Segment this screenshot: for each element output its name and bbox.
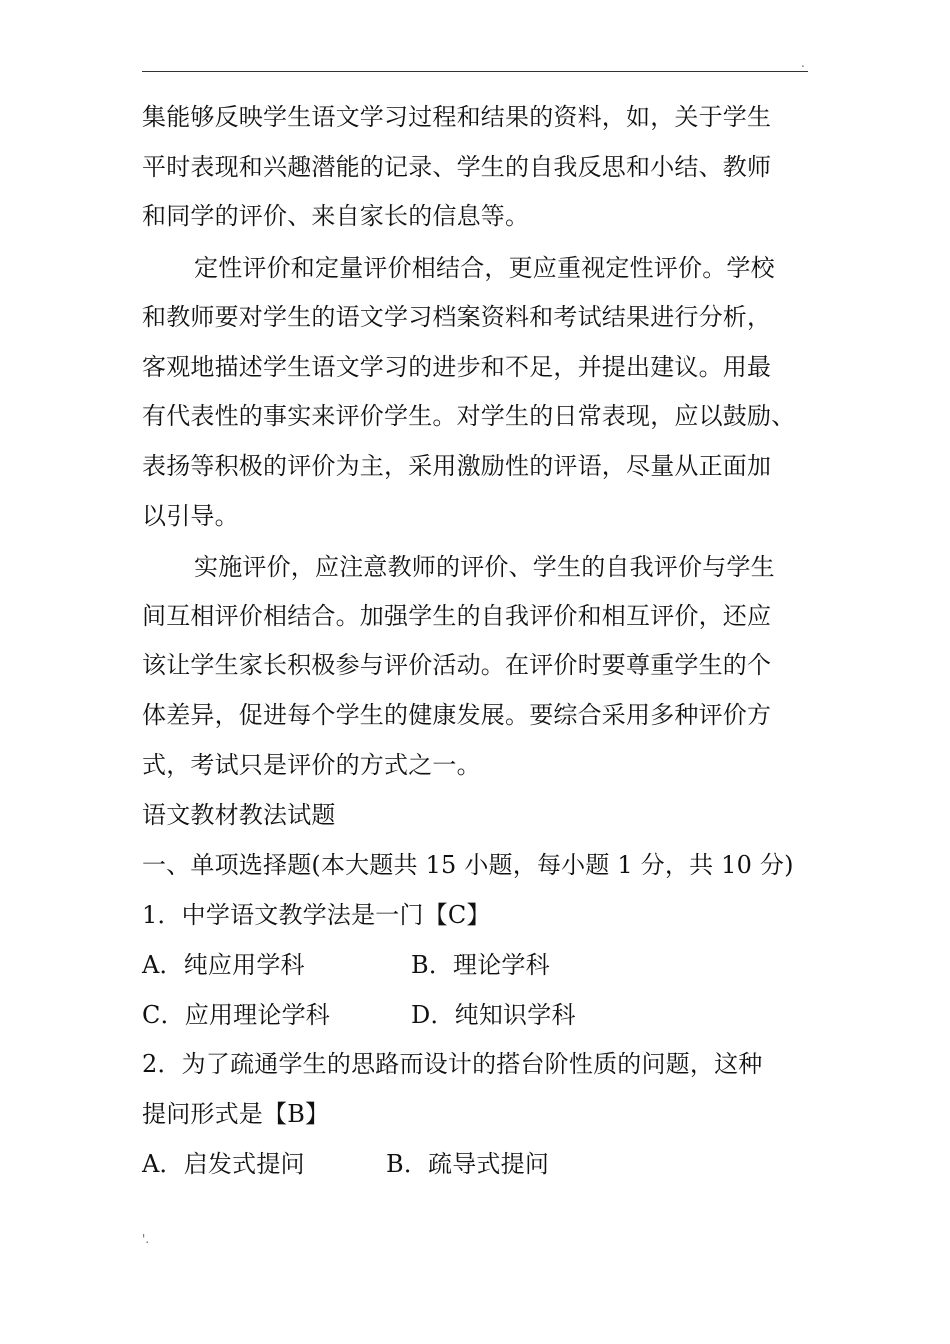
paragraph-line: 定性评价和定量评价相结合，更应重视定性评价。学校 xyxy=(194,254,775,282)
paragraph-line: 平时表现和兴趣潜能的记录、学生的自我反思和小结、教师 xyxy=(142,153,772,181)
quiz-title: 语文教材教法试题 xyxy=(142,801,336,829)
question-2-stem: 2．为了疏通学生的思路而设计的搭台阶性质的问题，这种 xyxy=(142,1050,763,1078)
option-a: A．启发式提问 xyxy=(142,1150,305,1178)
question-2-options-row-1 xyxy=(142,1149,802,1179)
paragraph-line: 实施评价，应注意教师的评价、学生的自我评价与学生 xyxy=(194,553,775,581)
question-1-options-row-2 xyxy=(142,1000,802,1030)
paragraph-line: 集能够反映学生语文学习过程和结果的资料，如，关于学生 xyxy=(142,103,772,131)
paragraph-line: 和同学的评价、来自家长的信息等。 xyxy=(142,202,530,230)
paragraph-line: 有代表性的事实来评价学生。对学生的日常表现，应以鼓励、 xyxy=(142,402,796,430)
option-b: B．疏导式提问 xyxy=(386,1150,550,1178)
question-1-stem: 1．中学语文教学法是一门【C】 xyxy=(142,901,491,929)
question-2-stem-continued: 提问形式是【B】 xyxy=(142,1100,330,1128)
paragraph-line: 客观地描述学生语文学习的进步和不足，并提出建议。用最 xyxy=(142,353,772,381)
header-mark: . xyxy=(801,56,805,70)
question-1-options-row-1 xyxy=(142,950,802,980)
paragraph-line: 式，考试只是评价的方式之一。 xyxy=(142,751,481,779)
section-heading: 一、单项选择题(本大题共 15 小题，每小题 1 分，共 10 分) xyxy=(142,851,794,879)
option-c: C．应用理论学科 xyxy=(142,1001,330,1029)
paragraph-line: 间互相评价相结合。加强学生的自我评价和相互评价，还应 xyxy=(142,602,772,630)
footer-mark: '. xyxy=(142,1232,150,1246)
header-rule xyxy=(142,71,808,72)
paragraph-line: 和教师要对学生的语文学习档案资料和考试结果进行分析， xyxy=(142,303,772,331)
option-b: B．理论学科 xyxy=(411,951,550,979)
paragraph-line: 体差异，促进每个学生的健康发展。要综合采用多种评价方 xyxy=(142,701,772,729)
paragraph-line: 表扬等积极的评价为主，采用激励性的评语，尽量从正面加 xyxy=(142,452,772,480)
option-a: A．纯应用学科 xyxy=(142,951,305,979)
paragraph-line: 该让学生家长积极参与评价活动。在评价时要尊重学生的个 xyxy=(142,651,772,679)
paragraph-line: 以引导。 xyxy=(142,502,239,530)
option-d: D．纯知识学科 xyxy=(411,1001,576,1029)
